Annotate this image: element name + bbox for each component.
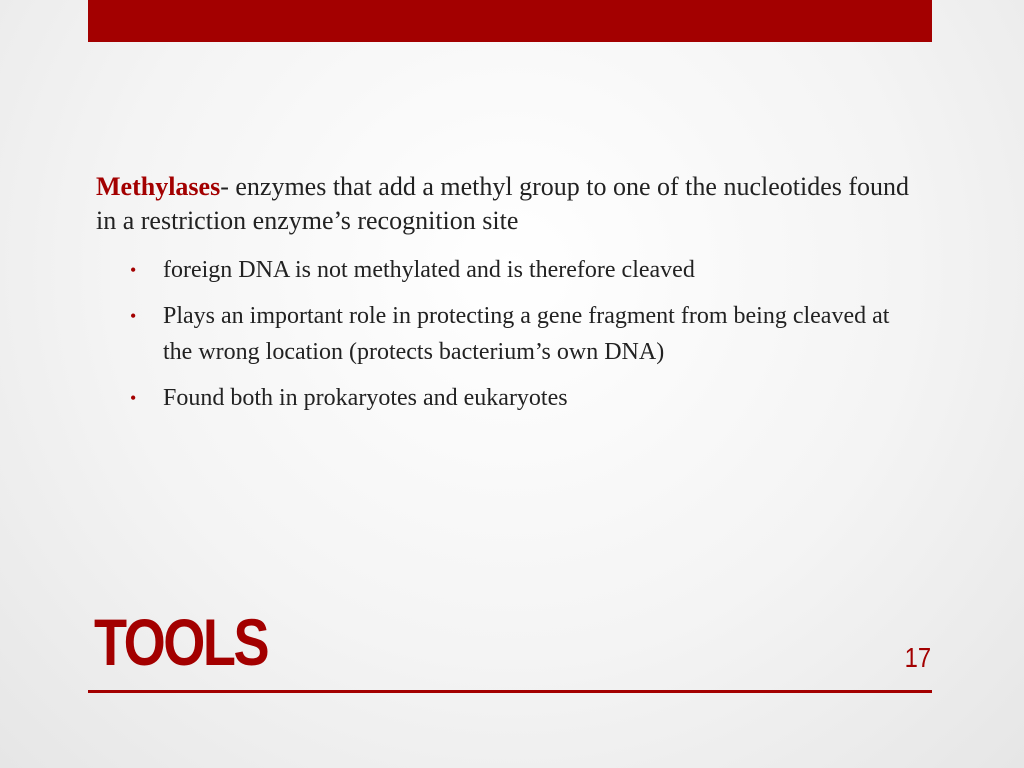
bottom-divider [88, 690, 932, 693]
bullet-icon: • [130, 306, 137, 326]
bullet-item [96, 298, 923, 370]
slide-number: 17 [904, 642, 931, 673]
definition-paragraph [96, 170, 926, 238]
bullet-text: Found both in prokaryotes and eukaryotes [163, 385, 568, 411]
bullet-text: foreign DNA is not methylated and is therefore cleaved [163, 257, 695, 283]
bullet-icon: • [130, 260, 137, 280]
definition-text: - enzymes that add a methyl group to one of the nucleotides found in a restriction enzyme’s recognition site [96, 172, 910, 235]
slide-content [96, 170, 926, 426]
bullet-item [96, 252, 923, 288]
bullet-icon: • [130, 388, 137, 408]
top-accent-bar [88, 0, 932, 42]
bullet-text: Plays an important role in protecting a gene fragment from being cleaved at the wrong location (protects bacterium’s own DNA) [163, 303, 890, 365]
definition-term: Methylases [96, 172, 221, 201]
bullet-item [96, 380, 923, 416]
bullet-list [96, 252, 926, 416]
slide-title: TOOLS [94, 605, 268, 679]
